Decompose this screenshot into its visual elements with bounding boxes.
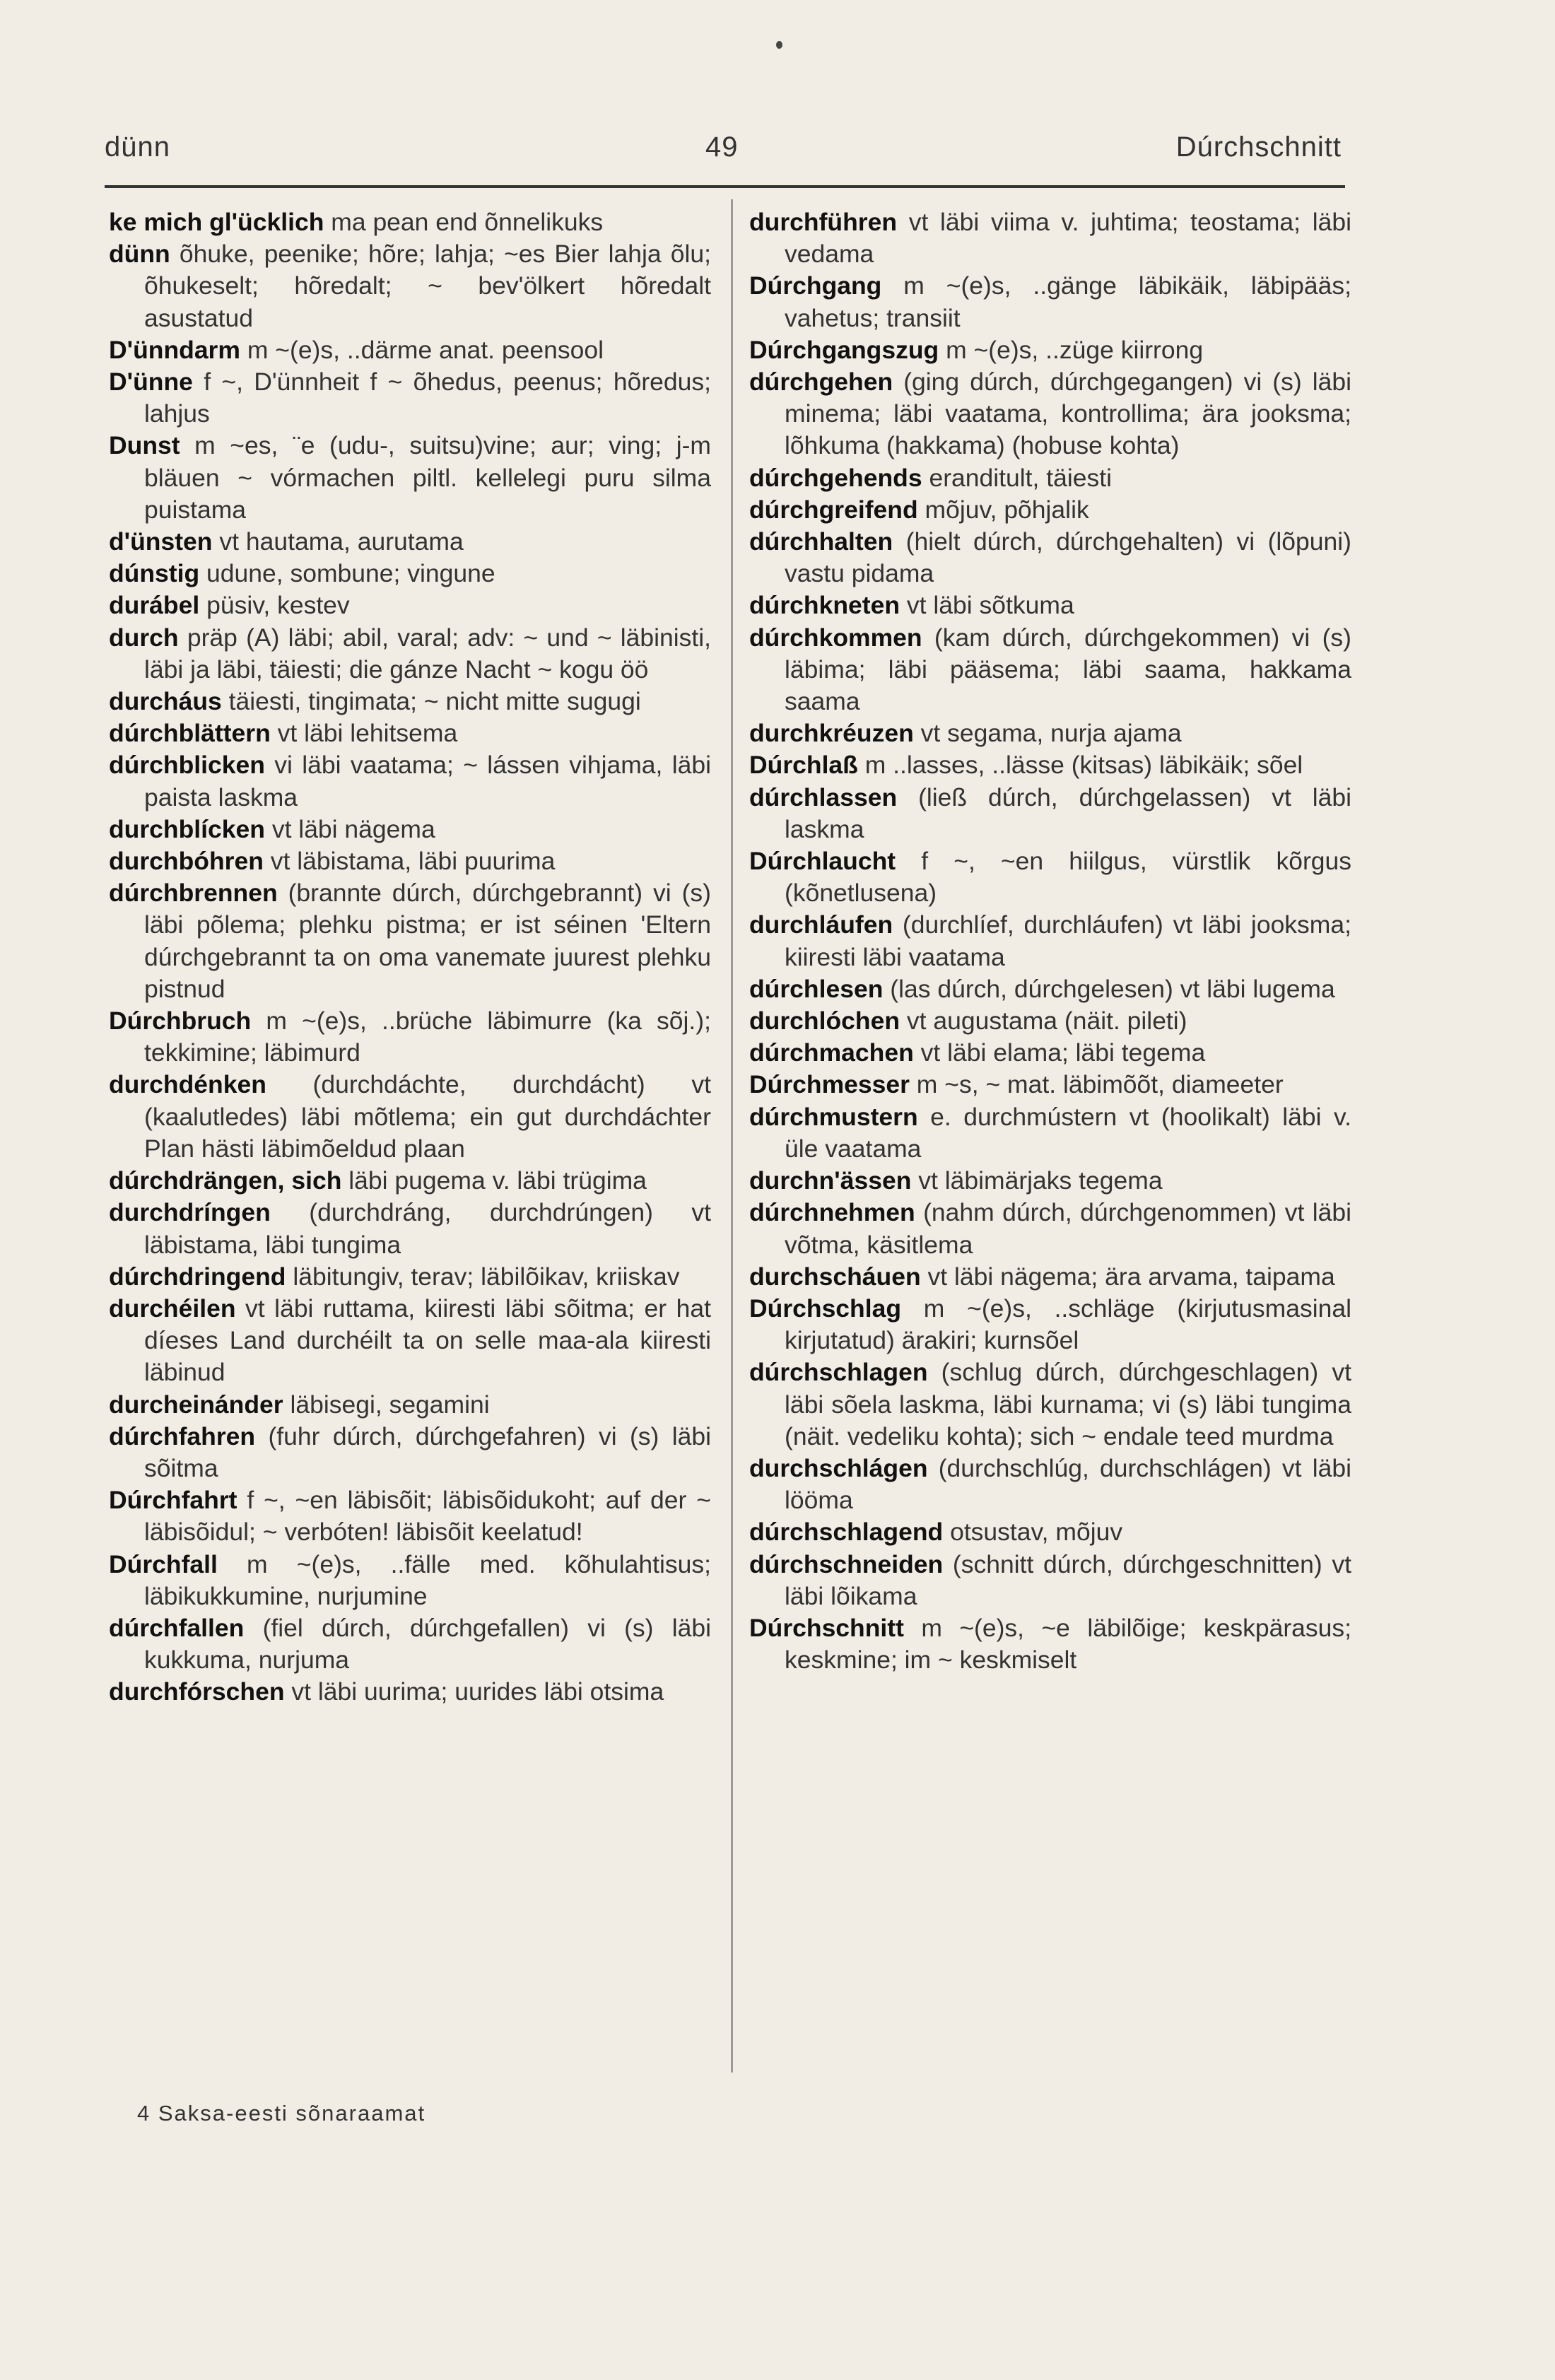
dictionary-entry bbox=[109, 1612, 711, 1676]
definition: läbisegi, segamini bbox=[290, 1390, 490, 1419]
headword: dúrchfahren bbox=[109, 1421, 256, 1450]
dictionary-entry bbox=[749, 526, 1351, 590]
headword: D'ünndarm bbox=[109, 335, 240, 364]
definition: (hielt dúrch, dúrchgehalten) vi (lõpuni) vastu pidama bbox=[785, 527, 1351, 588]
headword: Dúrchgangszug bbox=[749, 335, 939, 364]
dictionary-entry bbox=[109, 1549, 711, 1612]
definition: vt läbimärjaks tegema bbox=[918, 1166, 1163, 1195]
headword: dúrchdrängen, sich bbox=[109, 1166, 342, 1195]
headword: Dúrchfahrt bbox=[109, 1486, 237, 1515]
headword: Dúrchfall bbox=[109, 1549, 218, 1578]
dictionary-entry bbox=[749, 749, 1351, 781]
headword: Dúrchbruch bbox=[109, 1007, 252, 1036]
dictionary-entry bbox=[749, 845, 1351, 909]
definition: (schnitt dúrch, dúrchgeschnitten) vt läbi lõikama bbox=[785, 1549, 1351, 1610]
headword: dúrchlassen bbox=[749, 782, 898, 811]
headword: durchschlágen bbox=[749, 1453, 928, 1482]
headword: d'ünsten bbox=[109, 527, 213, 556]
page-number: 49 bbox=[705, 131, 739, 163]
dictionary-entry bbox=[109, 1293, 711, 1389]
dictionary-entry bbox=[109, 1676, 711, 1708]
dictionary-entry bbox=[109, 1197, 711, 1260]
definition: udune, sombune; vingune bbox=[206, 559, 495, 588]
headword: Dúrchgang bbox=[749, 271, 882, 300]
dictionary-entry bbox=[109, 1069, 711, 1165]
definition: täiesti, tingimata; ~ nicht mitte sugugi bbox=[228, 687, 641, 716]
dictionary-entry bbox=[109, 590, 711, 621]
dictionary-entry bbox=[109, 366, 711, 430]
dictionary-entry bbox=[109, 526, 711, 558]
definition: mõjuv, põhjalik bbox=[925, 495, 1089, 524]
definition: präp (A) läbi; abil, varal; adv: ~ und ~ läbinisti, läbi ja läbi, täiesti; die gánze Nacht ~ kogu öö bbox=[144, 623, 711, 684]
dictionary-entry bbox=[749, 1005, 1351, 1037]
dictionary-entry bbox=[109, 814, 711, 845]
definition: läbitungiv, terav; läbilõikav, kriiskav bbox=[293, 1262, 680, 1291]
definition: (brannte dúrch, dúrchgebrannt) vi (s) läbi põlema; plehku pistma; er ist séinen 'Eltern dúrchgebrannt ta on oma vanemate juurest plehku pistnud bbox=[144, 879, 711, 1003]
definition: m ~(e)s, ~e läbilõige; keskpärasus; keskmine; im ~ keskmiselt bbox=[785, 1613, 1351, 1675]
dictionary-entry bbox=[749, 973, 1351, 1005]
definition: (schlug dúrch, dúrchgeschlagen) vt läbi sõela laskma, läbi kurnama; vi (s) läbi tungima (näit. vedeliku kohta); sich ~ endale teed murdma bbox=[785, 1358, 1351, 1450]
headword: durchéilen bbox=[109, 1294, 236, 1323]
dictionary-entry bbox=[109, 749, 711, 813]
definition: (ging dúrch, dúrchgegangen) vi (s) läbi minema; läbi vaatama, kontrollima; ära jooksma; lõhkuma (hakkama) (hobuse kohta) bbox=[785, 368, 1351, 460]
dictionary-entry bbox=[749, 1516, 1351, 1548]
definition: vt läbi viima v. juhtima; teostama; läbi vedama bbox=[785, 208, 1351, 269]
headword: dúrchlesen bbox=[749, 974, 884, 1003]
definition: püsiv, kestev bbox=[206, 591, 350, 620]
definition: m ~es, ¨e (udu-, suitsu)vine; aur; ving; j-m bläuen ~ vórmachen piltl. kellelegi puru silma puistama bbox=[144, 431, 711, 524]
dictionary-entry bbox=[109, 1261, 711, 1293]
definition: f ~, ~en hiilgus, vürstlik kõrgus (kõnetlusena) bbox=[785, 847, 1351, 908]
definition: vt läbi nägema; ära arvama, taipama bbox=[927, 1262, 1335, 1291]
dictionary-entry bbox=[749, 1261, 1351, 1293]
definition: m ~s, ~ mat. läbimõõt, diameeter bbox=[916, 1070, 1284, 1099]
dictionary-entry bbox=[109, 877, 711, 1005]
definition: (nahm dúrch, dúrchgenommen) vt läbi võtma, käsitlema bbox=[785, 1198, 1351, 1259]
dictionary-entry bbox=[749, 1549, 1351, 1612]
dictionary-entry bbox=[749, 366, 1351, 462]
definition: vt augustama (näit. pileti) bbox=[906, 1007, 1187, 1036]
definition: (durchdáchte, durchdácht) vt (kaalutledes) läbi mõtlema; ein gut durchdáchter Plan hästi läbimõeldud plaan bbox=[144, 1070, 711, 1163]
header-first-word: dünn bbox=[105, 131, 170, 163]
definition: ma pean end õnnelikuks bbox=[331, 208, 604, 236]
definition: (durchlíef, durchláufen) vt läbi jooksma; kiiresti läbi vaatama bbox=[785, 910, 1351, 971]
dictionary-entry bbox=[749, 590, 1351, 621]
page-footer: 4 Saksa-eesti sõnaraamat bbox=[137, 2101, 426, 2126]
definition: vt läbi nägema bbox=[271, 814, 435, 843]
print-speck bbox=[776, 41, 782, 49]
dictionary-entry bbox=[749, 1197, 1351, 1260]
dictionary-entry bbox=[749, 1356, 1351, 1453]
headword: dúrchschneiden bbox=[749, 1549, 944, 1578]
dictionary-entry bbox=[109, 558, 711, 590]
headword: durchführen bbox=[749, 208, 898, 236]
headword: durcháus bbox=[109, 687, 222, 716]
headword: durch bbox=[109, 623, 179, 652]
dictionary-entry bbox=[109, 430, 711, 526]
definition: m ..lasses, ..lässe (kitsas) läbikäik; sõel bbox=[864, 751, 1303, 780]
definition: vt läbistama, läbi puurima bbox=[270, 847, 556, 876]
left-column bbox=[109, 206, 711, 1708]
headword: Dunst bbox=[109, 431, 180, 460]
headword: dúrchbrennen bbox=[109, 879, 278, 908]
headword: dúrchdringend bbox=[109, 1262, 286, 1291]
dictionary-entry bbox=[749, 1293, 1351, 1356]
headword: durchn'ässen bbox=[749, 1166, 912, 1195]
headword: dünn bbox=[109, 240, 170, 269]
dictionary-entry bbox=[749, 1101, 1351, 1165]
dictionary-entry bbox=[109, 845, 711, 877]
header-last-word: Dúrchschnitt bbox=[1175, 131, 1342, 163]
column-divider bbox=[731, 199, 733, 2073]
dictionary-entry bbox=[109, 1421, 711, 1484]
headword: durchscháuen bbox=[749, 1262, 921, 1291]
headword: durcheinánder bbox=[109, 1390, 283, 1419]
definition: vt läbi ruttama, kiiresti läbi sõitma; er hat díeses Land durchéilt ta on selle maa-ala kiiresti läbinud bbox=[144, 1294, 711, 1387]
header-rule bbox=[105, 185, 1345, 188]
headword: dúrchfallen bbox=[109, 1613, 245, 1642]
headword: Dúrchlaucht bbox=[749, 847, 896, 876]
definition: m ~(e)s, ..därme anat. peensool bbox=[247, 335, 604, 364]
headword: dúrchmachen bbox=[749, 1038, 914, 1067]
definition: vt hautama, aurutama bbox=[219, 527, 464, 556]
headword: dúnstig bbox=[109, 559, 200, 588]
headword: durchlóchen bbox=[749, 1007, 900, 1036]
headword: dúrchgehends bbox=[749, 463, 922, 492]
definition: (durchschlúg, durchschlágen) vt läbi lööma bbox=[785, 1453, 1351, 1515]
headword: Dúrchlaß bbox=[749, 751, 858, 780]
headword: dúrchmustern bbox=[749, 1102, 918, 1131]
dictionary-entry bbox=[109, 1165, 711, 1197]
dictionary-entry bbox=[749, 206, 1351, 270]
definition: (durchdráng, durchdrúngen) vt läbistama, läbi tungima bbox=[144, 1198, 711, 1259]
dictionary-entry bbox=[109, 238, 711, 334]
dictionary-entry bbox=[109, 717, 711, 749]
definition: vt segama, nurja ajama bbox=[920, 719, 1182, 748]
headword: durchbóhren bbox=[109, 847, 264, 876]
headword: Dúrchmesser bbox=[749, 1070, 910, 1099]
headword: durchfórschen bbox=[109, 1677, 285, 1706]
definition: vt läbi elama; läbi tegema bbox=[920, 1038, 1206, 1067]
definition: (ließ dúrch, dúrchgelassen) vt läbi laskma bbox=[785, 782, 1351, 843]
running-header bbox=[105, 131, 1342, 174]
definition: (fuhr dúrch, dúrchgefahren) vi (s) läbi sõitma bbox=[144, 1421, 711, 1482]
definition: õhuke, peenike; hõre; lahja; ~es Bier lahja õlu; õhukeselt; hõredalt; ~ bev'ölkert hõredalt asustatud bbox=[144, 240, 711, 332]
definition: f ~, D'ünnheit f ~ õhedus, peenus; hõredus; lahjus bbox=[144, 368, 711, 428]
dictionary-entry bbox=[109, 686, 711, 717]
definition: (fiel dúrch, dúrchgefallen) vi (s) läbi kukkuma, nurjuma bbox=[144, 1613, 712, 1675]
headword: ke mich gl'ücklich bbox=[109, 208, 324, 236]
definition: (kam dúrch, dúrchgekommen) vi (s) läbima; läbi pääsema; läbi saama, hakkama saama bbox=[785, 623, 1351, 716]
definition: m ~(e)s, ..fälle med. kõhulahtisus; läbikukkumine, nurjumine bbox=[144, 1549, 711, 1610]
headword: dúrchschlagend bbox=[749, 1518, 944, 1547]
definition: m ~(e)s, ..schläge (kirjutusmasinal kirjutatud) ärakiri; kurnsõel bbox=[785, 1294, 1351, 1355]
headword: dúrchhalten bbox=[749, 527, 893, 556]
definition: e. durchmústern vt (hoolikalt) läbi v. üle vaatama bbox=[785, 1102, 1351, 1163]
dictionary-entry bbox=[109, 1005, 711, 1069]
dictionary-entry bbox=[749, 494, 1351, 526]
dictionary-entry bbox=[749, 270, 1351, 334]
headword: dúrchkommen bbox=[749, 623, 922, 652]
dictionary-entry bbox=[749, 1037, 1351, 1069]
dictionary-entry bbox=[109, 334, 711, 366]
definition: vt läbi lehitsema bbox=[277, 719, 458, 748]
dictionary-entry bbox=[109, 1389, 711, 1421]
dictionary-entry bbox=[749, 1453, 1351, 1516]
definition: f ~, ~en läbisõit; läbisõidukoht; auf der ~ läbisõidul; ~ verbóten! läbisõit keelatud! bbox=[144, 1486, 711, 1547]
headword: dúrchblättern bbox=[109, 719, 271, 748]
headword: durchdénken bbox=[109, 1070, 266, 1099]
headword: dúrchgreifend bbox=[749, 495, 918, 524]
dictionary-entry bbox=[749, 1165, 1351, 1197]
headword: Dúrchschlag bbox=[749, 1294, 902, 1323]
headword: dúrchblicken bbox=[109, 751, 265, 780]
dictionary-entry bbox=[749, 1069, 1351, 1101]
dictionary-entry bbox=[749, 782, 1351, 845]
definition: otsustav, mõjuv bbox=[950, 1518, 1123, 1547]
headword: durábel bbox=[109, 591, 200, 620]
headword: durchláufen bbox=[749, 910, 893, 939]
dictionary-entry bbox=[749, 334, 1351, 366]
headword: dúrchkneten bbox=[749, 591, 900, 620]
headword: durchdríngen bbox=[109, 1198, 271, 1227]
headword: dúrchnehmen bbox=[749, 1198, 915, 1227]
dictionary-entry bbox=[749, 717, 1351, 749]
right-column bbox=[749, 206, 1351, 1676]
headword: durchkréuzen bbox=[749, 719, 914, 748]
definition: m ~(e)s, ..gänge läbikäik, läbipääs; vahetus; transiit bbox=[785, 271, 1351, 332]
definition: m ~(e)s, ..brüche läbimurre (ka sõj.); tekkimine; läbimurd bbox=[144, 1007, 711, 1067]
headword: Dúrchschnitt bbox=[749, 1613, 904, 1642]
definition: eranditult, täiesti bbox=[929, 463, 1112, 492]
dictionary-entry bbox=[749, 909, 1351, 973]
dictionary-entry bbox=[749, 462, 1351, 494]
definition: läbi pugema v. läbi trügima bbox=[348, 1166, 647, 1195]
dictionary-entry bbox=[749, 1612, 1351, 1676]
dictionary-entry bbox=[109, 206, 711, 238]
definition: vt läbi sõtkuma bbox=[906, 591, 1074, 620]
dictionary-entry bbox=[749, 622, 1351, 718]
headword: dúrchgehen bbox=[749, 368, 893, 397]
definition: vi läbi vaatama; ~ lássen vihjama, läbi paista laskma bbox=[144, 751, 711, 811]
definition: vt läbi uurima; uurides läbi otsima bbox=[291, 1677, 664, 1706]
dictionary-entry bbox=[109, 1484, 711, 1548]
definition: m ~(e)s, ..züge kiirrong bbox=[946, 335, 1204, 364]
definition: (las dúrch, dúrchgelesen) vt läbi lugema bbox=[890, 974, 1335, 1003]
headword: dúrchschlagen bbox=[749, 1358, 928, 1387]
headword: durchblícken bbox=[109, 814, 265, 843]
headword: D'ünne bbox=[109, 368, 193, 397]
dictionary-entry bbox=[109, 622, 711, 686]
